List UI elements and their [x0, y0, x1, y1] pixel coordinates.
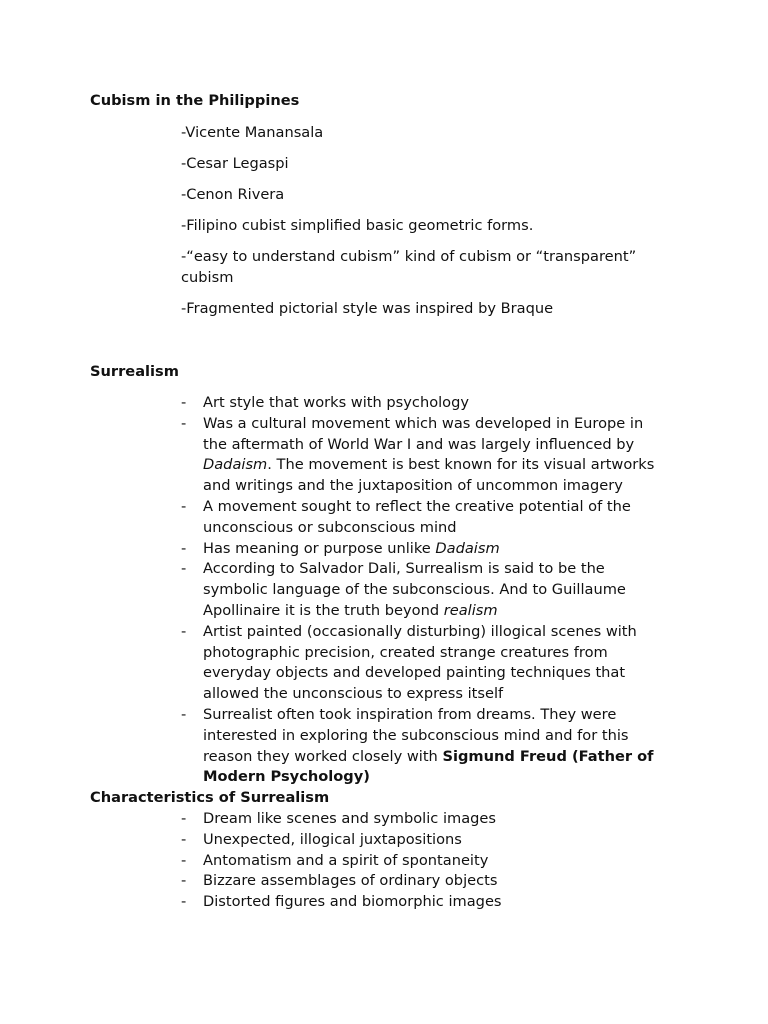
list-item [181, 705, 671, 788]
item-text: According to Salvador Dali, Surrealism is said to be the symbolic language of the subconscious. And to Guillaume Apollinaire it is the truth beyond [203, 560, 626, 619]
list-item: - Unexpected, illogical juxtapositions [181, 830, 671, 851]
characteristics-list [181, 809, 671, 913]
cubism-heading: Cubism in the Philippines [90, 92, 300, 109]
cubism-item: -Filipino cubist simplified basic geometric forms. [181, 217, 534, 234]
cubism-item: -Vicente Manansala [181, 124, 324, 141]
cubism-item: -Fragmented pictorial style was inspired by Braque [181, 300, 554, 317]
list-item [181, 393, 671, 414]
item-text: . The movement is best known for its visual artworks and writings and the juxtaposition of uncommon imagery [203, 456, 655, 495]
list-item: - Distorted figures and biomorphic images [181, 892, 671, 913]
item-text: Art style that works with psychology [203, 394, 470, 411]
characteristics-heading: Characteristics of Surrealism [90, 789, 330, 806]
item-text-italic: realism [443, 601, 498, 619]
cubism-item: -“easy to understand cubism” kind of cubism or “transparent” cubism [181, 248, 637, 286]
surrealism-heading: Surrealism [90, 363, 179, 380]
list-item [181, 414, 671, 497]
item-text: Artist painted (occasionally disturbing) illogical scenes with photographic precision, created strange creatures from everyday objects and developed painting techniques that allowed the unconscious to express itself [203, 622, 637, 703]
list-item [181, 539, 671, 560]
cubism-item: -Cenon Rivera [181, 186, 285, 203]
item-text: Surrealist often took inspiration from dreams. They were interested in exploring the subconscious mind and for this reason they worked closely with [203, 705, 629, 765]
list-item: - Antomatism and a spirit of spontaneity [181, 851, 671, 872]
list-item [181, 622, 671, 705]
list-item: - Dream like scenes and symbolic images [181, 809, 671, 830]
item-text-bold: Sigmund Freud (Father of Modern Psychology) [203, 747, 654, 786]
item-text-italic: Dadaism [435, 539, 500, 557]
item-text: A movement sought to reflect the creative potential of the unconscious or subconscious mind [203, 497, 631, 536]
list-item [181, 497, 671, 539]
cubism-item: -Cesar Legaspi [181, 155, 289, 172]
list-item [181, 559, 671, 621]
item-text-italic: Dadaism [203, 456, 268, 474]
item-text: Was a cultural movement which was developed in Europe in the aftermath of World War I and was largely influenced by [203, 414, 644, 453]
surrealism-list [181, 393, 671, 788]
list-item: - Bizzare assemblages of ordinary objects [181, 871, 671, 892]
item-text: Has meaning or purpose unlike [203, 539, 436, 557]
